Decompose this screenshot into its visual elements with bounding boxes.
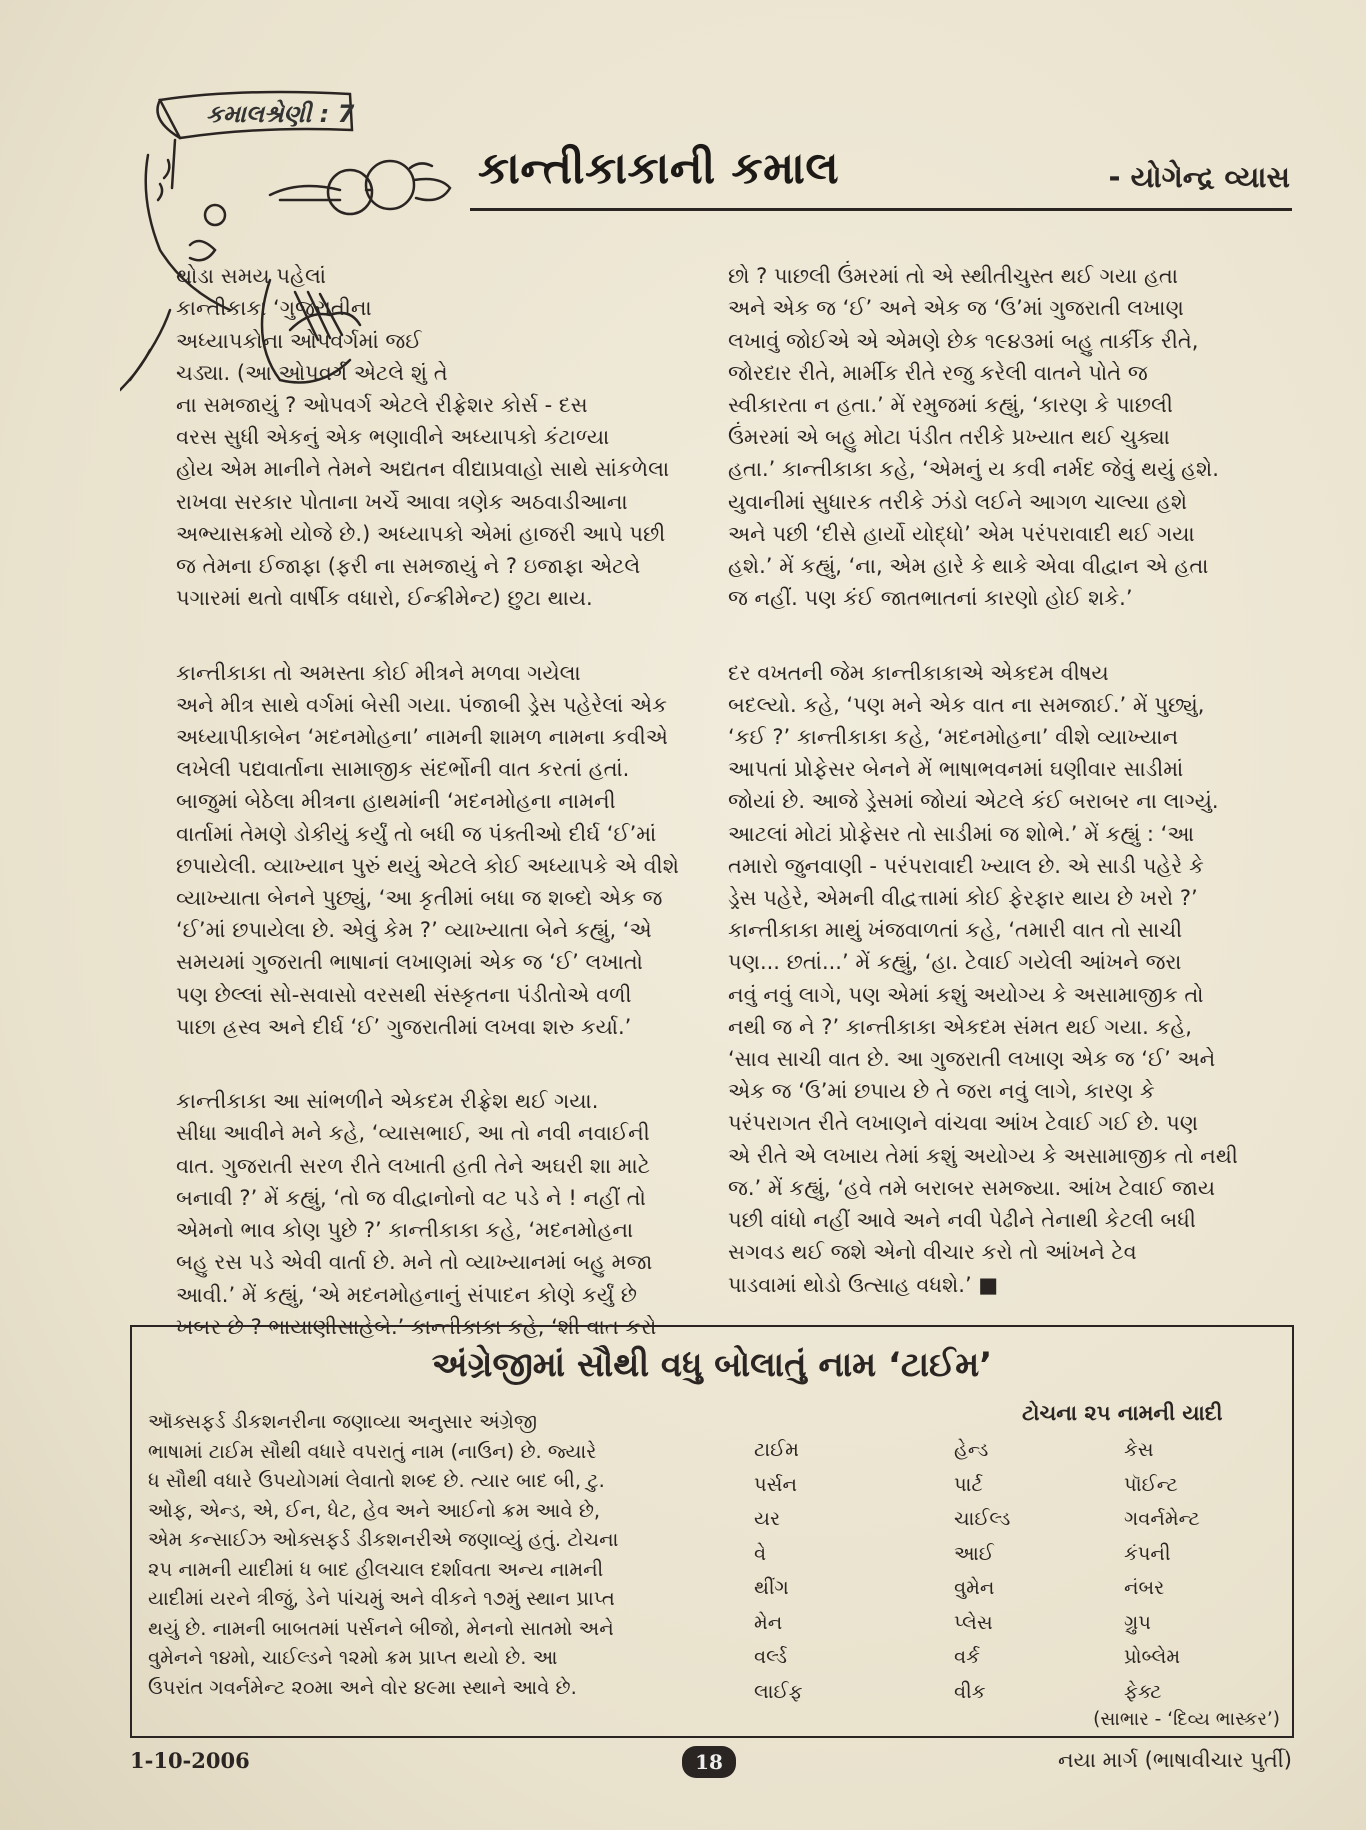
article-title: કાન્તીકાકાની કમાલ [478, 143, 840, 194]
list-item: કંપની [1124, 1541, 1171, 1565]
sidebar-box [130, 1325, 1294, 1738]
list-item: લાઈફ [754, 1679, 803, 1703]
list-item: કેસ [1124, 1438, 1154, 1461]
article-left-column [176, 228, 708, 1385]
footer-date: 1-10-2006 [130, 1748, 250, 1773]
list-item: નંબર [1124, 1576, 1165, 1599]
publication-name: નયા માર્ગ (ભાષાવીચાર પુર્તી) [1058, 1748, 1292, 1772]
list-item: મેન [754, 1610, 783, 1634]
article-author: - યોગેન્દ્ર વ્યાસ [1108, 160, 1290, 194]
box-text: ઑક્સફર્ડ ડીકશનરીના જણાવ્યા અનુસાર અંગ્રેજી ભાષામાં ટાઈમ સૌથી વધારે વપરાતું નામ (નાઉન) છે. જ્યારે ધ સૌથી વધારે ઉપયોગમાં લેવાતો શબ્દ છે. ત્યાર બાદ બી, ટુ. ઓફ, એન્ડ, એ, ઈન, ધેટ, હેવ અને આઈનો ક્રમ આવે છે, એમ કન્સાઈઝ ઓક્સફર્ડ ડીકશનરીએ જણાવ્યું હતું. ટોચના ૨૫ નામની યાદીમાં ધ બાદ હીલચાલ દર્શાવતા અન્ય નામની યાદીમાં યરને ત્રીજું, ડેને પાંચમું અને વીકને ૧૭મું સ્થાન પ્રાપ્ત થયું છે. નામની બાબતમાં પર્સનને બીજો, મેનનો સાતમો અને વુમેનને ૧૪મો, ચાઈલ્ડને ૧૨મો ક્રમ પ્રાપ્ત થયો છે. આ ઉપરાંત ગવર્નમેન્ટ ૨૦મા અને વોર ૪૯મા સ્થાને આવે છે. [148, 1410, 619, 1699]
series-label: કમાલશ્રેણી : 7 [206, 100, 355, 128]
list-item: પ્રોબ્લેમ [1124, 1645, 1181, 1668]
list-heading: ટોચના ૨૫ નામની યાદી [1022, 1401, 1223, 1425]
list-item: ગવર્નમેન્ટ [1124, 1507, 1200, 1530]
list-item: પાર્ટ [954, 1472, 983, 1496]
box-credit: (સાભાર - ‘દિવ્ય ભાસ્કર’) [1093, 1709, 1280, 1730]
page-number: 18 [682, 1746, 736, 1778]
list-item: વર્લ્ડ [754, 1645, 787, 1668]
list-item: થીંગ [754, 1576, 789, 1599]
list-item: ફેક્ટ [1124, 1679, 1162, 1703]
list-item: પ્લેસ [954, 1610, 993, 1634]
top-nouns-list [754, 1433, 1284, 1709]
title-divider [470, 208, 1292, 211]
list-item: ચાઈલ્ડ [954, 1507, 1011, 1530]
box-title: અંગ્રેજીમાં સૌથી વધુ બોલાતું નામ ‘ટાઈમ’ [431, 1345, 993, 1385]
list-item: પૉઈન્ટ [1124, 1472, 1178, 1496]
list-item: વર્ક [954, 1645, 980, 1668]
article-paragraph: કાન્તીકાકા આ સાંભળીને એકદમ રીફ્રેશ થઈ ગયા. સીધા આવીને મને કહે, ‘વ્યાસભાઈ, આ તો નવી નવાઈની વાત. ગુજરાતી સરળ રીતે લખાતી હતી તેને અઘરી શા માટે બનાવી ?’ મેં કહ્યું, ‘તો જ વીદ્વાનોનો વટ પડે ને ! નહીં તો એમનો ભાવ કોણ પુછે ?’ કાન્તીકાકા કહે, ‘મદનમોહના બહુ રસ પડે એવી વાર્તા છે. મને તો વ્યાખ્યાનમાં બહુ મજા આવી.’ મેં કહ્યું, ‘એ મદનમોહનાનું સંપાદન કોણે કર્યું છે ખબર છે ? ભાયાણીસાહેબે.’ કાન્તીકાકા કહે, ‘શી વાત કરો [176, 1089, 657, 1339]
list-item: વીક [954, 1679, 986, 1703]
list-item: ટાઈમ [754, 1438, 799, 1461]
article-paragraph: છો ? પાછલી ઉંમરમાં તો એ સ્થીતીચુસ્ત થઈ ગયા હતા અને એક જ ‘ઈ’ અને એક જ ‘ઉ’માં ગુજરાતી લખાણ લખાવું જોઈએ એ એમણે છેક ૧૯૪૩માં બહુ તાર્કીક રીતે, જોરદાર રીતે, માર્મીક રીતે રજુ કરેલી વાતને પોતે જ સ્વીકારતા ન હતા.’ મેં રમુજમાં કહ્યું, ‘કારણ કે પાછલી ઉંમરમાં એ બહુ મોટા પંડીત તરીકે પ્રખ્યાત થઈ ચુક્યા હતા.’ કાન્તીકાકા કહે, ‘એમનું ય કવી નર્મદ જેવું થયું હશે. યુવાનીમાં સુધારક તરીકે ઝંડો લઈને આગળ ચાલ્યા હશે અને પછી ‘દીસે હાર્યો યોદ્ધો’ એમ પરંપરાવાદી થઈ ગયા હશે.’ મેં કહ્યું, ‘ના, એમ હારે કે થાકે એવા વીદ્વાન એ હતા જ નહીં. પણ કંઈ જાતભાતનાં કારણો હોઈ શકે.’ [728, 264, 1219, 611]
list-item: હેન્ડ [954, 1438, 989, 1461]
article-right-column [728, 228, 1292, 1343]
list-item: ગ્રુપ [1124, 1610, 1151, 1634]
list-item: આઈ [954, 1541, 994, 1565]
article-paragraph: દર વખતની જેમ કાન્તીકાકાએ એકદમ વીષય બદલ્યો. કહે, ‘પણ મને એક વાત ના સમજાઈ.’ મેં પુછ્યું, ‘કઈ ?’ કાન્તીકાકા કહે, ‘મદનમોહના’ વીશે વ્યાખ્યાન આપતાં પ્રોફેસર બેનને મેં ભાષાભવનમાં ઘણીવાર સાડીમાં જોયાં છે. આજે ડ્રેસમાં જોયાં એટલે કંઈ બરાબર ના લાગ્યું. આટલાં મોટાં પ્રોફેસર તો સાડીમાં જ શોભે.’ મેં કહ્યું : ‘આ તમારો જુનવાણી - પરંપરાવાદી ખ્યાલ છે. એ સાડી પહેરે કે ડ્રેસ પહેરે, એમની વીદ્વત્તામાં કોઈ ફેરફાર થાય છે ખરો ?’ કાન્તીકાકા માથું ખંજવાળતાં કહે, ‘તમારી વાત તો સાચી પણ... છતાં...’ મેં કહ્યું, ‘હા. ટેવાઈ ગયેલી આંખને જરા નવું નવું લાગે, પણ એમાં કશું અયોગ્ય કે અસામાજીક તો નથી જ ને ?’ કાન્તીકાકા એકદમ સંમત થઈ ગયા. કહે, ‘સાવ સાચી વાત છે. આ ગુજરાતી લખાણ એક જ ‘ઈ’ અને એક જ ‘ઉ’માં છપાય છે તે જરા નવું લાગે, કારણ કે પરંપરાગત રીતે લખાણને વાંચવા આંખ ટેવાઈ ગઈ છે. પણ એ રીતે એ લખાય તેમાં કશું અયોગ્ય કે અસામાજીક તો નથી જ.’ મેં કહ્યું, ‘હવે તમે બરાબર સમજ્યા. આંખ ટેવાઈ જાય પછી વાંધો નહીં આવે અને નવી પેઢીને તેનાથી કેટલી બધી સગવડ થઈ જશે એનો વીચાર કરો તો આંખને ટેવ પાડવામાં થોડો ઉત્સાહ વધશે.’ ■ [728, 660, 1238, 1297]
article-paragraph: થોડા સમય પહેલાં કાન્તીકાકા ‘ગુજરાતીના અધ્યાપકોના ઓપવર્ગમાં જઈ ચડ્યા. (આ ઓપવર્ગ એટલે શું તે ના સમજાયું ? ઓપવર્ગ એટલે રીફ્રેશર કોર્સ - દસ વરસ સુધી એકનું એક ભણાવીને અધ્યાપકો કંટાળ્યા હોય એમ માનીને તેમને અદ્યતન વીદ્યાપ્રવાહો સાથે સાંકળેલા રાખવા સરકાર પોતાના ખર્ચે આવા ત્રણેક અઠવાડીઆના અભ્યાસક્રમો યોજે છે.) અધ્યાપકો એમાં હાજરી આપે પછી જ તેમના ઈજાફા (ફરી ના સમજાયું ને ? ઇજાફા એટલે પગારમાં થતો વાર્ષીક વધારો, ઈન્ક્રીમેન્ટ) છુટા થાય. [176, 264, 670, 611]
article-paragraph: કાન્તીકાકા તો અમસ્તા કોઈ મીત્રને મળવા ગયેલા અને મીત્ર સાથે વર્ગમાં બેસી ગયા. પંજાબી ડ્રેસ પહેરેલાં એક અધ્યાપીકાબેન ‘મદનમોહના’ નામની શામળ નામના કવીએ લખેલી પદ્યવાર્તાના સામાજીક સંદર્ભોની વાત કરતાં હતાં. બાજુમાં બેઠેલા મીત્રના હાથમાંની ‘મદનમોહના નામની વાર્તામાં તેમણે ડોકીયું કર્યું તો બધી જ પંક્તીઓ દીર્ઘ ‘ઈ’માં છપાયેલી. વ્યાખ્યાન પુરું થયું એટલે કોઈ અધ્યાપકે એ વીશે વ્યાખ્યાતા બેનને પુછ્યું, ‘આ કૃતીમાં બધા જ શબ્દો એક જ ‘ઈ’માં છપાયેલા છે. એવું કેમ ?’ વ્યાખ્યાતા બેને કહ્યું, ‘એ સમયમાં ગુજરાતી ભાષાનાં લખાણમાં એક જ ‘ઈ’ લખાતો પણ છેલ્લાં સો-સવાસો વરસથી સંસ્કૃતના પંડીતોએ વળી પાછા હ્રસ્વ અને દીર્ઘ ‘ઈ’ ગુજરાતીમાં લખવા શરુ કર્યા.’ [176, 660, 679, 1039]
list-item: પર્સન [754, 1472, 797, 1496]
list-item: યર [754, 1507, 781, 1530]
list-item: વુમેન [954, 1576, 995, 1599]
list-item: વે [754, 1541, 767, 1565]
